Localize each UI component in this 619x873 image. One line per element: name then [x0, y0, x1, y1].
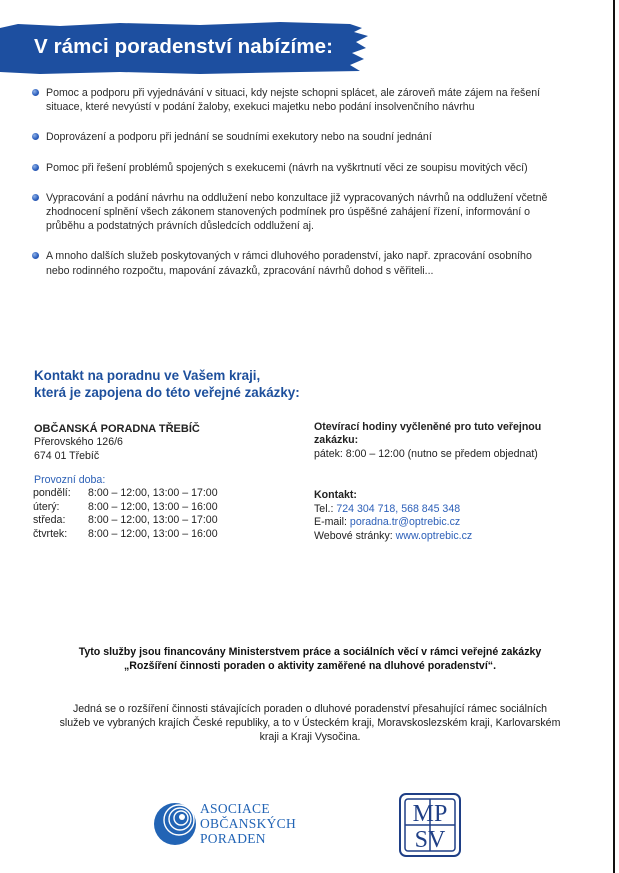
aop-logo: ASOCIACE OBČANSKÝCH PORADEN — [153, 800, 323, 850]
svg-text:SV: SV — [414, 827, 446, 853]
contact-heading: Kontakt na poradnu ve Vašem kraji, která je zapojena do této veřejné zakázky: — [34, 368, 300, 400]
bullet-icon — [32, 194, 39, 201]
bullet-icon — [32, 252, 39, 259]
office-name: OBČANSKÁ PORADNA TŘEBÍČ — [34, 423, 200, 435]
bullet-icon — [32, 133, 39, 140]
list-item: A mnoho dalších služeb poskytovaných v rámci dluhového poradenství, jako např. zpracování osobního nebo rodinného rozpočtu, mapování závazků, zpracování návrhů dohod s věřiteli... — [26, 249, 551, 277]
list-item: Doprovázení a podporu při jednání se soudními exekutory nebo na soudní jednání — [26, 130, 551, 144]
phone-link[interactable]: 724 304 718, 568 845 348 — [336, 502, 461, 515]
dedicated-hours: Otevírací hodiny vyčleněné pro tuto veřejnou zakázku: pátek: 8:00 – 12:00 (nutno se předem objednat) — [314, 421, 594, 461]
banner-title: V rámci poradenství nabízíme: — [34, 35, 334, 58]
table-row: středa: 8:00 – 12:00, 13:00 – 17:00 — [33, 514, 218, 527]
mpsv-emblem-icon — [399, 793, 461, 857]
bullet-icon — [32, 89, 39, 96]
table-row: úterý: 8:00 – 12:00, 13:00 – 16:00 — [33, 500, 218, 513]
table-row: pondělí: 8:00 – 12:00, 13:00 – 17:00 — [33, 487, 218, 499]
list-item: Pomoc a podporu při vyjednávání v situaci, kdy nejste schopni splácet, ale zároveň máte zájem na řešení situace, které nevyústí v podání žaloby, exekuci majetku nebo podání insolvenčního návrhu — [26, 86, 551, 114]
hours-label: Provozní doba: — [34, 474, 106, 486]
project-note: Jedná se o rozšíření činnosti stávajících poraden o dluhové poradenství přesahující rámec sociálních služeb ve vybraných krajích České republiky, a to v Ústeckém kraji, Moravskoslezském kraji, Karlovarském kraji a Kraji Vysočina. — [59, 703, 561, 743]
office-address — [34, 423, 200, 463]
list-item: Pomoc při řešení problémů spojených s exekucemi (návrh na vyškrtnutí věci ze soupisu movitých věcí) — [26, 161, 551, 175]
services-list — [26, 86, 551, 278]
contact-block: Kontakt: Tel.: 724 304 718, 568 845 348 E-mail: poradna.tr@optrebic.cz Webové stránky: www.optrebic.cz — [314, 489, 473, 542]
office-street: Přerovského 126/6 — [34, 436, 123, 449]
table-row: čtvrtek: 8:00 – 12:00, 13:00 – 16:00 — [33, 527, 218, 540]
friday-hours: pátek: 8:00 – 12:00 (nutno se předem objednat) — [314, 447, 538, 460]
email-link[interactable]: poradna.tr@optrebic.cz — [349, 516, 461, 529]
contact-label: Kontakt: — [314, 489, 357, 501]
mpsv-logo — [399, 793, 461, 857]
opening-hours-table — [33, 487, 218, 541]
list-item: Vypracování a podání návrhu na oddlužení nebo konzultace již vypracovaných návrhů na oddlužení včetně zhodnocení splnění všech zákonem stanovených podmínek pro úspěšné zahájení řízení, informování o průběhu a podstatných právních důsledcích oddlužení aj. — [26, 191, 551, 234]
concentric-circles-logo-icon — [153, 800, 197, 848]
funding-statement: Tyto služby jsou financovány Ministerstvem práce a sociálních věcí v rámci veřejné zakázky „Rozšíření činnosti poraden o aktivity zaměřené na dluhové poradenství“. — [78, 646, 542, 672]
right-edge-rule — [613, 0, 615, 873]
website-link[interactable]: www.optrebic.cz — [395, 529, 473, 542]
bullet-icon — [32, 164, 39, 171]
svg-text:MP: MP — [412, 801, 448, 827]
office-city: 674 01 Třebíč — [34, 449, 100, 462]
header-banner — [0, 22, 370, 74]
